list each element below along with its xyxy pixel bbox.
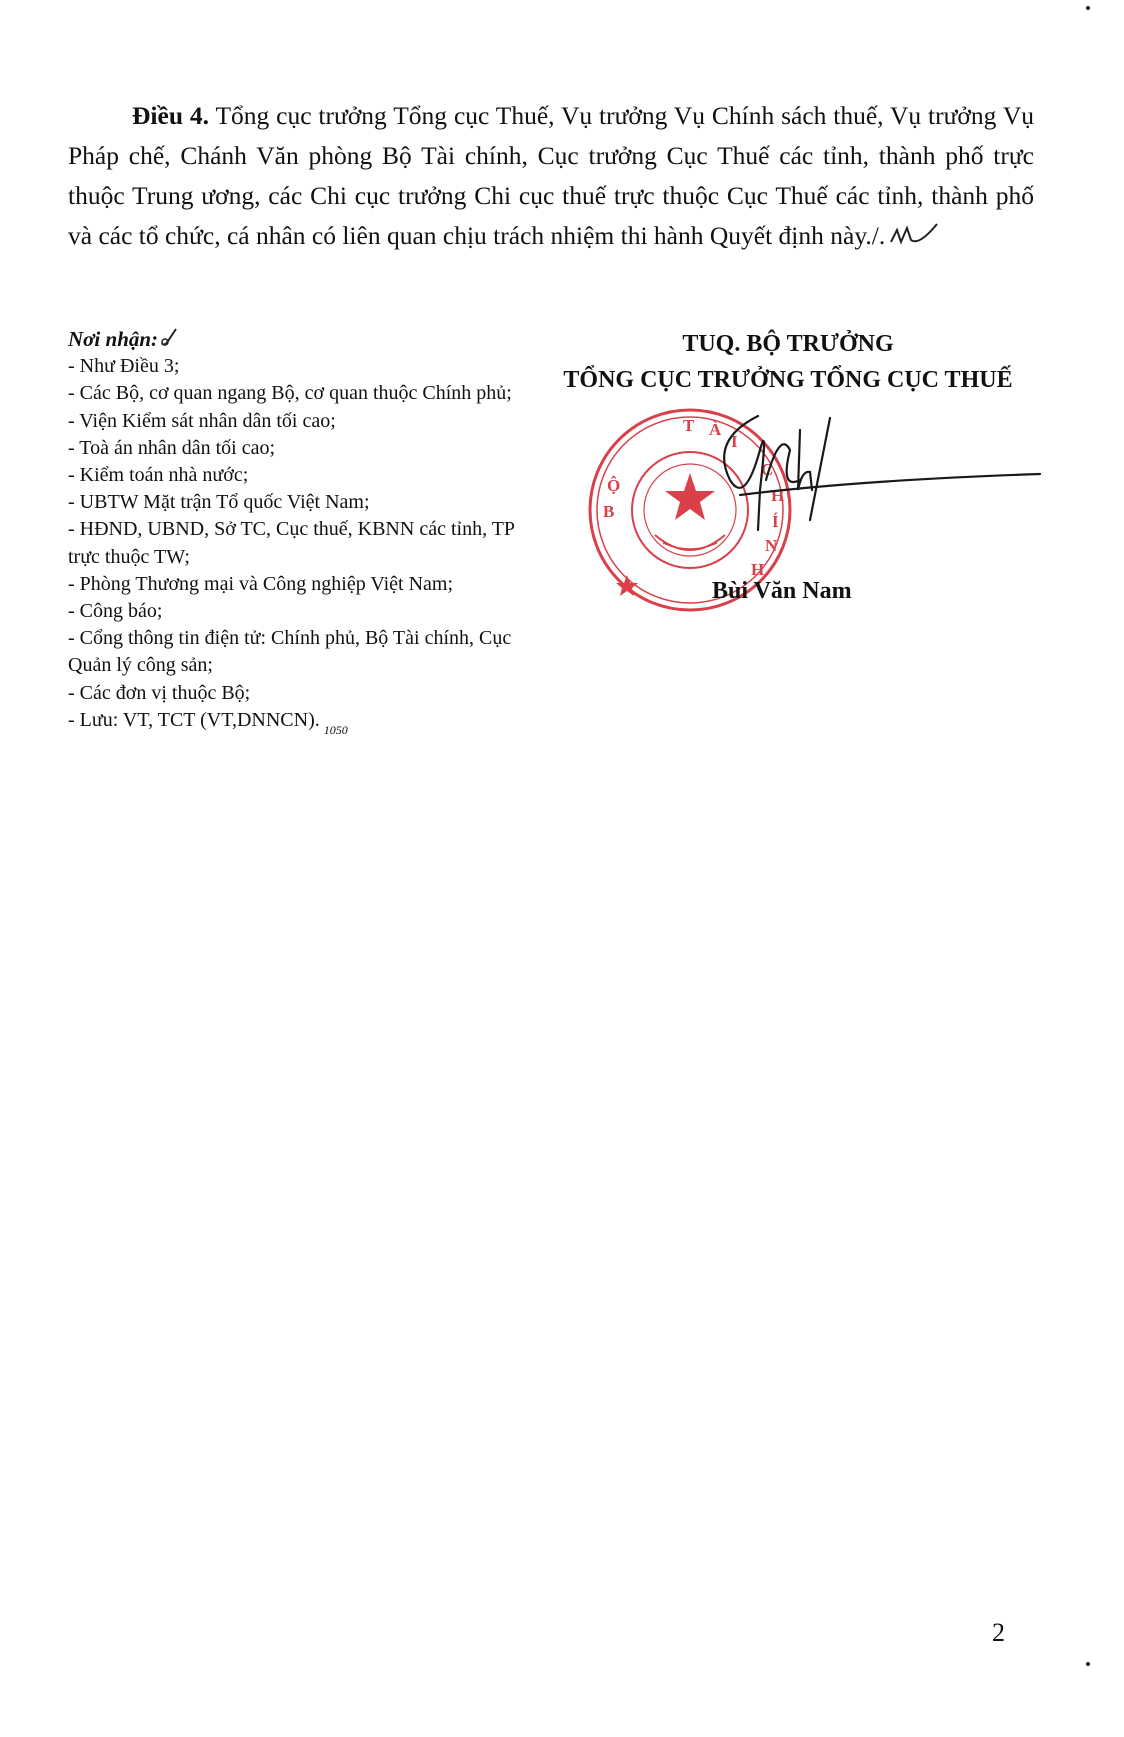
handwritten-initial-mark	[885, 220, 941, 248]
recipients-block	[68, 326, 538, 744]
handwritten-signature	[720, 410, 1060, 560]
svg-text:À: À	[709, 420, 722, 439]
signer-authority-line: TUQ. BỘ TRƯỞNG	[682, 331, 894, 357]
svg-text:Í: Í	[772, 512, 779, 531]
recipient-item: - Các Bộ, cơ quan ngang Bộ, cơ quan thuộc Chính phủ;	[68, 382, 512, 405]
svg-text:T: T	[683, 416, 695, 435]
recipient-item: - Phòng Thương mại và Công nghiệp Việt Nam;	[68, 572, 453, 595]
svg-text:H: H	[751, 560, 765, 579]
recipient-item: - Cổng thông tin điện tử: Chính phủ, Bộ Tài chính, Cục Quản lý công sản;	[68, 627, 512, 677]
svg-text:N: N	[765, 536, 778, 555]
svg-text:C: C	[761, 460, 774, 479]
article-heading: Điều 4.	[132, 101, 210, 130]
svg-text:H: H	[771, 486, 785, 505]
handwritten-tick-mark	[158, 327, 180, 349]
recipient-item: - UBTW Mặt trận Tổ quốc Việt Nam;	[68, 491, 370, 514]
handwritten-doc-number: 1050	[323, 722, 348, 737]
recipient-item: - Viện Kiểm sát nhân dân tối cao;	[68, 409, 336, 432]
recipient-item: - Kiểm toán nhà nước;	[68, 464, 249, 487]
recipient-item: - Các đơn vị thuộc Bộ;	[68, 681, 251, 704]
recipient-item: - Toà án nhân dân tối cao;	[68, 436, 276, 459]
page-number: 2	[992, 1618, 1005, 1647]
article-4-paragraph	[68, 96, 1034, 256]
article-body: Tổng cục trưởng Tổng cục Thuế, Vụ trưởng Vụ Chính sách thuế, Vụ trưởng Vụ Pháp chế, Chánh Văn phòng Bộ Tài chính, Cục trưởng Cục Thuế các tỉnh, thành phố trực thuộc Trung ương, các Chi cục trưởng Chi cục thuế trực thuộc Cục Thuế các tỉnh, thành phố và các tổ chức, cá nhân có liên quan chịu trách nhiệm thi hành Quyết định này./.	[68, 101, 1034, 250]
svg-text:I: I	[731, 432, 738, 451]
recipient-item-text: - Lưu: VT, TCT (VT,DNNCN).	[68, 708, 320, 731]
svg-text:B: B	[603, 502, 615, 521]
recipient-item: - Như Điều 3;	[68, 355, 180, 378]
scan-speck	[1086, 1662, 1090, 1666]
signer-name: Bùi Văn Nam	[712, 578, 852, 604]
recipient-item: - Công báo;	[68, 600, 163, 623]
recipients-title: Nơi nhận:	[68, 326, 538, 353]
signer-title-line: TỔNG CỤC TRƯỞNG TỔNG CỤC THUẾ	[563, 367, 1013, 393]
recipient-item: - HĐND, UBND, Sở TC, Cục thuế, KBNN các tỉnh, TP trực thuộc TW;	[68, 518, 515, 568]
signer-block	[538, 326, 1038, 398]
svg-text:Ộ: Ộ	[607, 476, 621, 495]
scan-speck	[1086, 6, 1090, 10]
recipient-item	[68, 707, 538, 744]
